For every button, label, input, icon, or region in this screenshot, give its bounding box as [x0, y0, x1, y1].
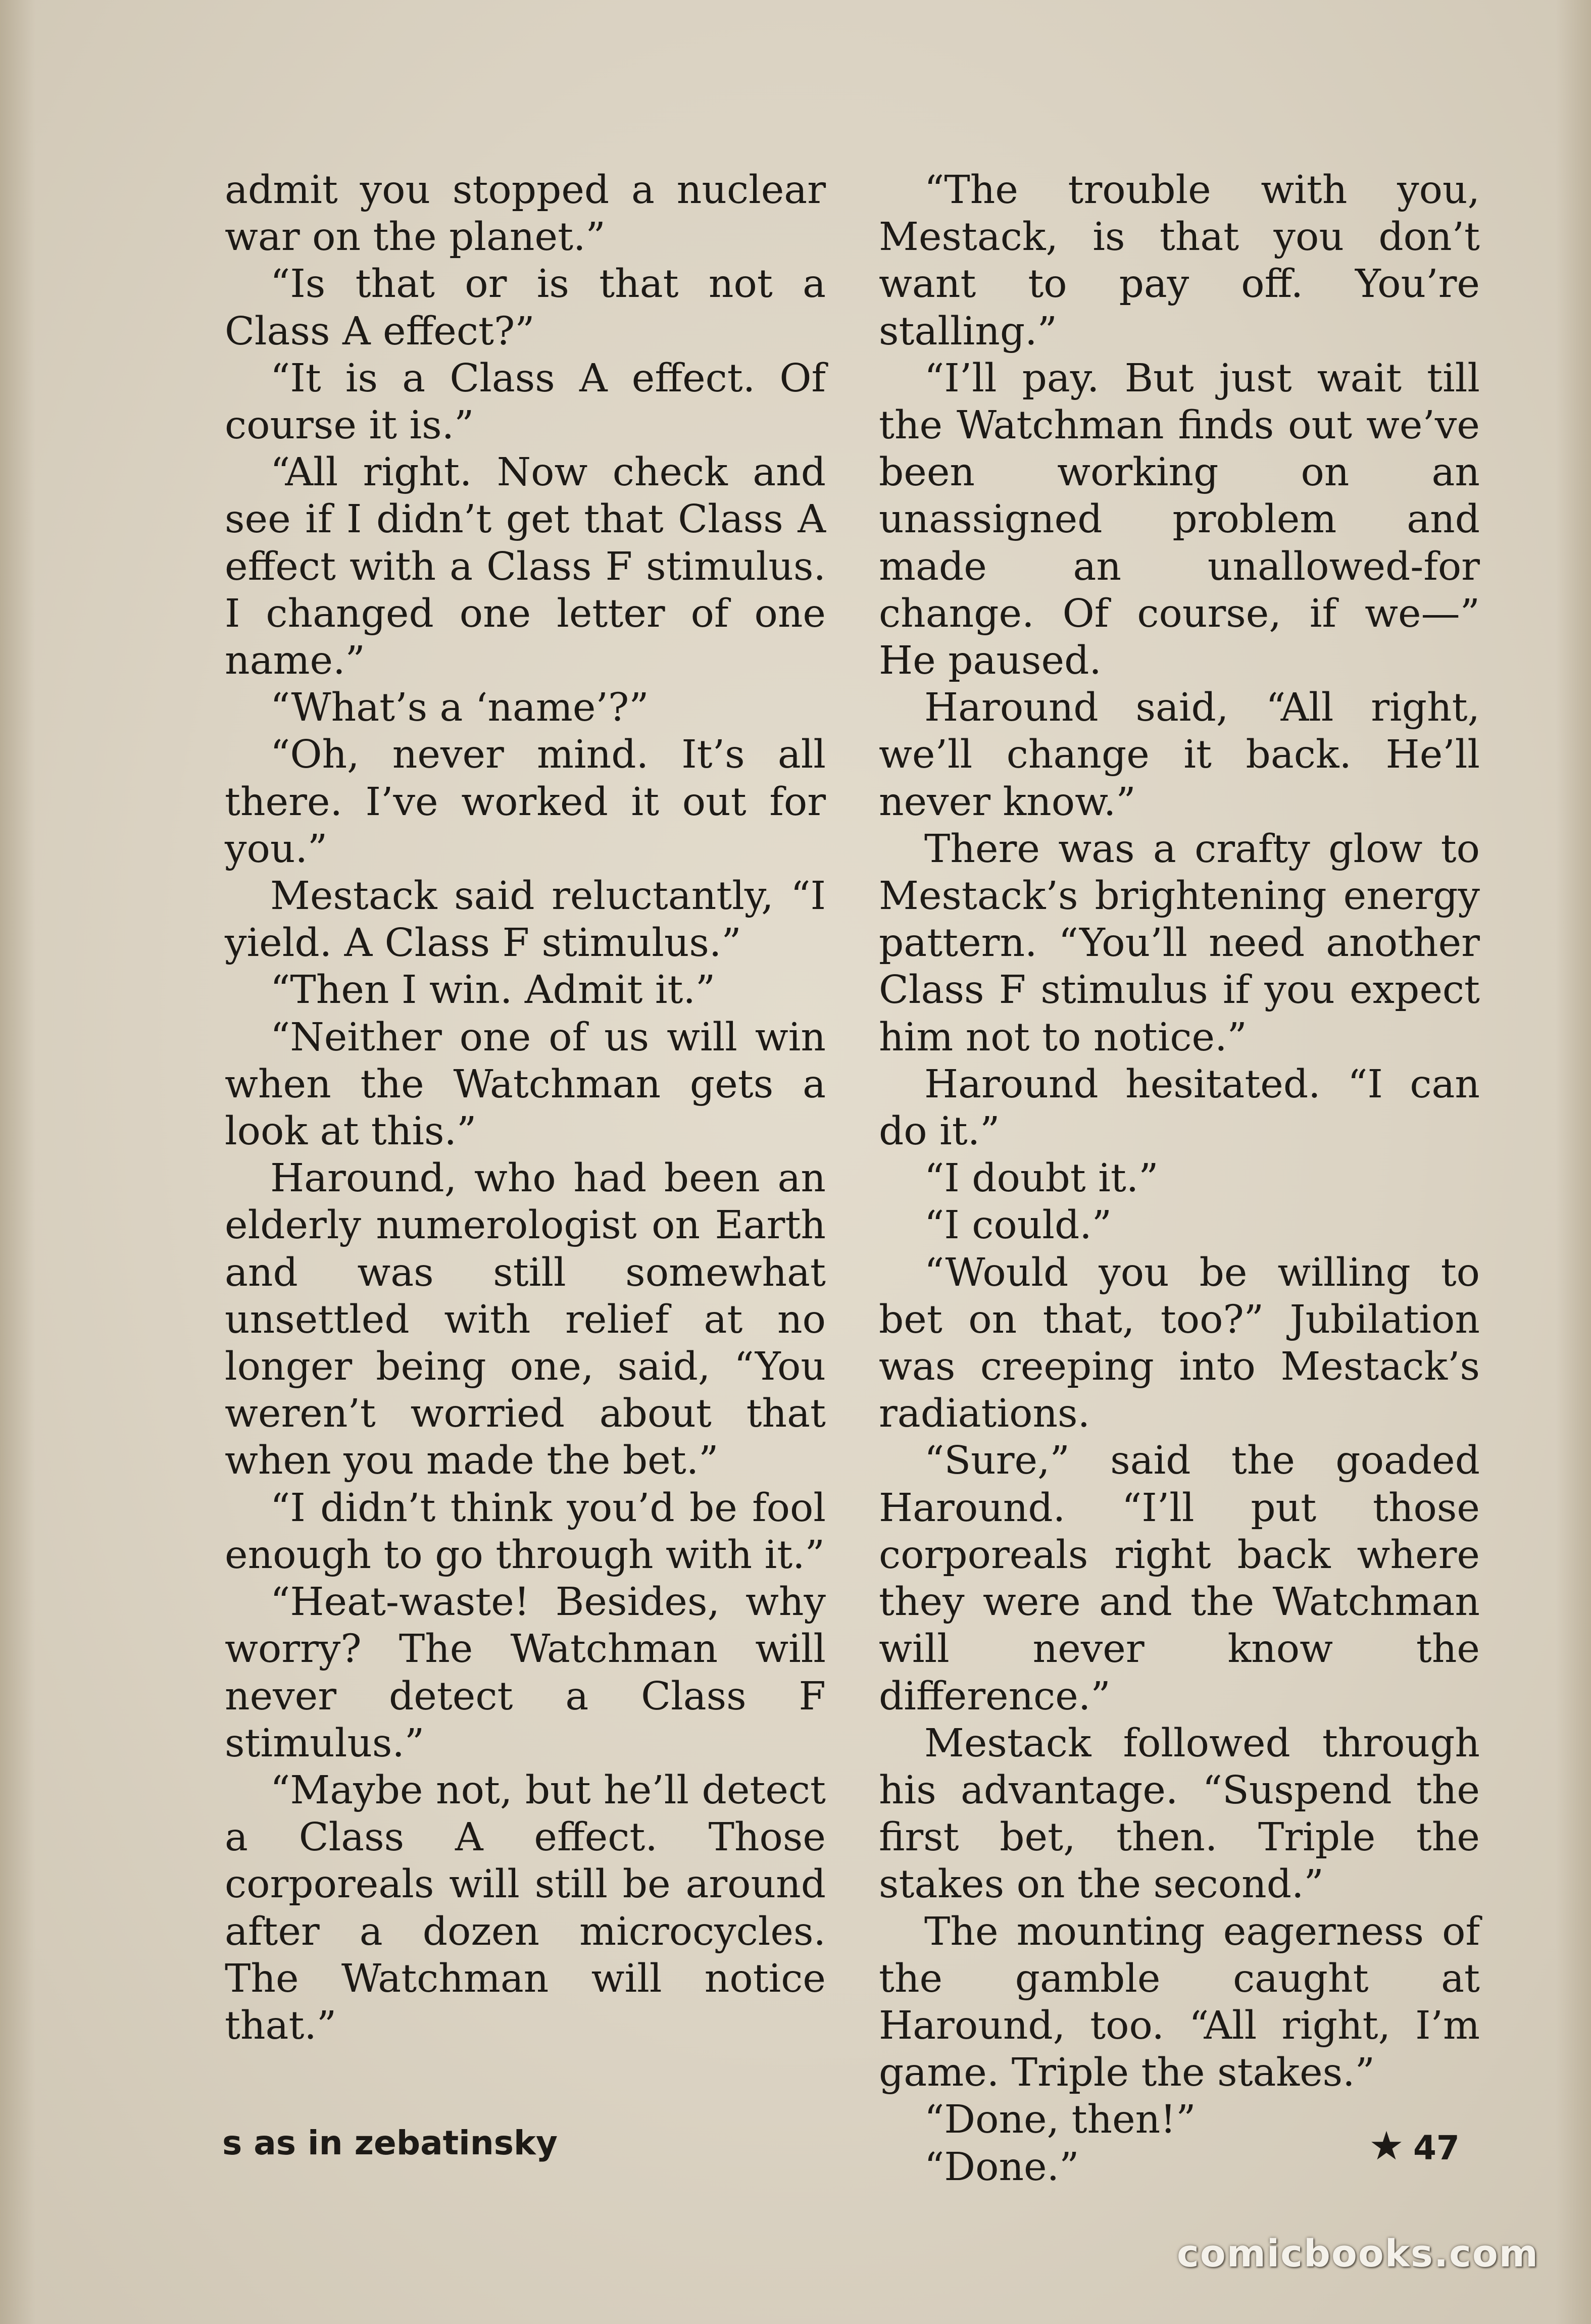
paragraph: “What’s a ‘name’?”: [270, 685, 649, 731]
paragraph: There was a crafty glow to Mestack’s brightening energy pattern. “You’ll need another Class F stimulus if you expect him not to notice.”: [879, 826, 1480, 1060]
paragraph: Haround, who had been an elderly numerologist on Earth and was still somewhat unsettled with relief at no longer being one, said, “You weren’t worried about that when you made the bet.”: [225, 1156, 826, 1484]
paragraph: “Is that or is that not a Class A effect?”: [225, 262, 826, 354]
paragraph: Haround said, “All right, we’ll change it back. He’ll never know.”: [879, 685, 1480, 825]
watermark: comicbooks.com: [1177, 2232, 1539, 2276]
paragraph: “I could.”: [924, 1203, 1112, 1248]
page-edge-shadow-left: [0, 0, 35, 2324]
paragraph: “I doubt it.”: [924, 1156, 1159, 1201]
paragraph: Mestack followed through his advantage. “Suspend the first bet, then. Triple the stakes on the second.”: [879, 1721, 1480, 1907]
paragraph: “I didn’t think you’d be fool enough to go through with it.”: [225, 1485, 826, 1578]
right-text-column: [879, 167, 1480, 2191]
paragraph: “Done.”: [924, 2144, 1079, 2190]
paragraph: “Then I win. Admit it.”: [270, 968, 716, 1013]
left-text-column: [225, 167, 826, 2049]
paragraph: “It is a Class A effect. Of course it is.”: [225, 356, 826, 448]
paragraph: “The trouble with you, Mestack, is that you don’t want to pay off. You’re stalling.”: [879, 168, 1480, 354]
paragraph: “All right. Now check and see if I didn’t get that Class A effect with a Class F stimulus. I changed one letter of one name.”: [225, 450, 826, 684]
paragraph: “Done, then!”: [924, 2097, 1196, 2143]
paragraph: Haround hesitated. “I can do it.”: [879, 1062, 1480, 1154]
paragraph: “Heat-waste! Besides, why worry? The Watchman will never detect a Class F stimulus.”: [225, 1580, 826, 1766]
paragraph: “Maybe not, but he’ll detect a Class A effect. Those corporeals will still be around after a dozen microcycles. The Watchman will notice that.”: [225, 1767, 826, 2048]
paragraph: admit you stopped a nuclear war on the planet.”: [225, 168, 826, 260]
page-edge-shadow-right: [1556, 0, 1591, 2324]
paragraph: Mestack said reluctantly, “I yield. A Class F stimulus.”: [225, 874, 826, 966]
paragraph: “Oh, never mind. It’s all there. I’ve worked it out for you.”: [225, 732, 826, 872]
paragraph: “I’ll pay. But just wait till the Watchman finds out we’ve been working on an unassigned problem and made an unallowed-for change. Of course, if we—” He paused.: [879, 356, 1480, 684]
star-icon: ★: [1369, 2124, 1404, 2169]
page-number-block: [1369, 2124, 1460, 2169]
page-number: 47: [1413, 2129, 1460, 2167]
paragraph: “Sure,” said the goaded Haround. “I’ll put those corporeals right back where they were and the Watchman will never know the difference.”: [879, 1438, 1480, 1719]
paragraph: “Neither one of us will win when the Watchman gets a look at this.”: [225, 1015, 826, 1154]
running-title: s as in zebatinsky: [222, 2124, 558, 2162]
paragraph: The mounting eagerness of the gamble caught at Haround, too. “All right, I’m game. Triple the stakes.”: [879, 1909, 1480, 2096]
paragraph: “Would you be willing to bet on that, too?” Jubilation was creeping into Mestack’s radiations.: [879, 1250, 1480, 1437]
